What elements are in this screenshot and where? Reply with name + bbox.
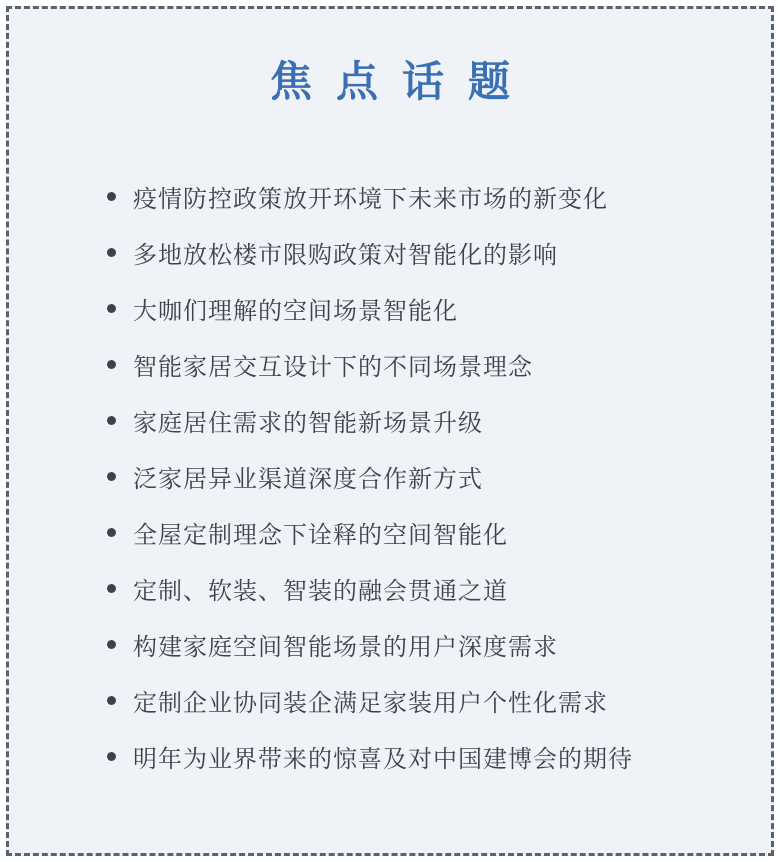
list-item (107, 280, 731, 336)
list-item (107, 448, 731, 504)
topic-text: 泛家居异业渠道深度合作新方式 (133, 465, 483, 493)
topic-text: 智能家居交互设计下的不同场景理念 (133, 353, 533, 381)
topic-list (9, 168, 771, 784)
topic-text: 疫情防控政策放开环境下未来市场的新变化 (133, 185, 608, 213)
topic-text: 明年为业界带来的惊喜及对中国建博会的期待 (133, 745, 633, 773)
bullet-icon (107, 360, 116, 369)
page-title: 焦点话题 (269, 58, 534, 105)
bullet-icon (107, 472, 116, 481)
list-item (107, 168, 731, 224)
topic-text: 多地放松楼市限购政策对智能化的影响 (133, 241, 558, 269)
bullet-icon (107, 416, 116, 425)
bullet-icon (107, 640, 116, 649)
topic-text: 大咖们理解的空间场景智能化 (133, 297, 458, 325)
list-item (107, 672, 731, 728)
bullet-icon (107, 528, 116, 537)
list-item (107, 616, 731, 672)
list-item (107, 224, 731, 280)
bullet-icon (107, 192, 116, 201)
list-item (107, 392, 731, 448)
topic-text: 定制企业协同装企满足家装用户个性化需求 (133, 689, 608, 717)
topic-text: 家庭居住需求的智能新场景升级 (133, 409, 483, 437)
list-item (107, 728, 731, 784)
bullet-icon (107, 752, 116, 761)
list-item (107, 336, 731, 392)
bullet-icon (107, 304, 116, 313)
topic-text: 定制、软装、智装的融会贯通之道 (133, 577, 508, 605)
list-item (107, 504, 731, 560)
list-item (107, 560, 731, 616)
topic-text: 全屋定制理念下诠释的空间智能化 (133, 521, 508, 549)
topic-text: 构建家庭空间智能场景的用户深度需求 (133, 633, 558, 661)
bullet-icon (107, 696, 116, 705)
dashed-border-card (6, 6, 774, 856)
bullet-icon (107, 584, 116, 593)
bullet-icon (107, 248, 116, 257)
